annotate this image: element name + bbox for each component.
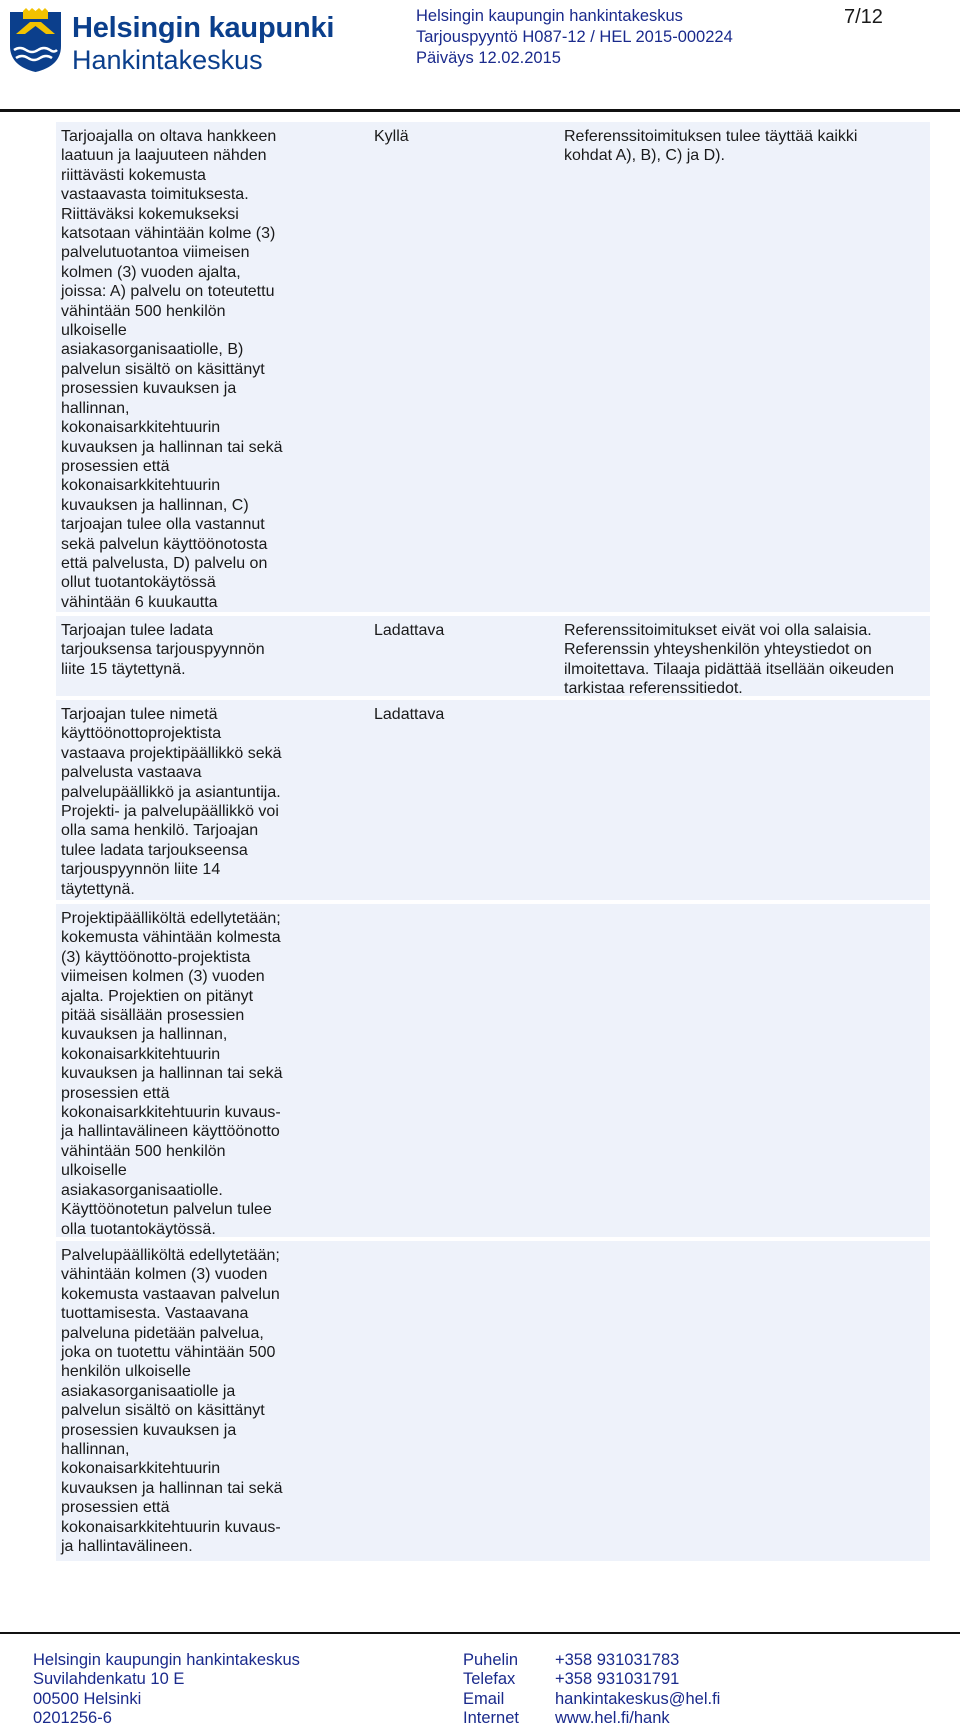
footer-business-id: 0201256-6 bbox=[33, 1708, 112, 1726]
requirement-line: tuottamisesta. Vastaavana bbox=[61, 1305, 249, 1323]
requirement-line: sekä palvelun käyttöönotosta bbox=[61, 535, 268, 553]
requirement-cell bbox=[61, 127, 361, 612]
requirement-line: palvelun sisältö on käsittänyt bbox=[61, 1402, 265, 1420]
requirement-line: kuvauksen ja hallinnan tai sekä bbox=[61, 1479, 283, 1497]
requirement-line: vastaava projektipäällikkö sekä bbox=[61, 744, 282, 762]
requirement-line: ollut tuotantokäytössä bbox=[61, 574, 216, 592]
requirement-line: kuvauksen ja hallinnan tai sekä bbox=[61, 438, 283, 456]
requirement-cell bbox=[61, 705, 361, 899]
requirement-line: palvelupäällikkö ja asiantuntija. bbox=[61, 783, 281, 801]
requirement-line: vähintään 500 henkilön bbox=[61, 302, 226, 320]
requirement-line: olla tuotantokäytössä. bbox=[61, 1220, 216, 1238]
requirement-line: liite 15 täytettynä. bbox=[61, 660, 186, 678]
response-value: Ladattava bbox=[374, 706, 445, 723]
requirement-line: vastaavasta toimituksesta. bbox=[61, 186, 249, 204]
requirement-line: asiakasorganisaatiolle ja bbox=[61, 1382, 236, 1400]
requirement-line: kokonaisarkkitehtuurin kuvaus- bbox=[61, 1518, 281, 1536]
requirement-line: prosessien että bbox=[61, 457, 170, 475]
response-cell bbox=[374, 705, 534, 724]
requirement-line: käyttöönottoprojektista bbox=[61, 725, 222, 743]
requirement-line: (3) käyttöönotto-projektista bbox=[61, 948, 251, 966]
requirement-line: Projekti- ja palvelupäällikkö voi bbox=[61, 803, 279, 821]
page-number: 7/12 bbox=[844, 6, 883, 28]
requirement-line: katsotaan vähintään kolme (3) bbox=[61, 225, 276, 243]
note-line: ilmoitettava. Tilaaja pidättää itsellään oikeuden bbox=[564, 660, 894, 678]
document-reference: Tarjouspyyntö H087-12 / HEL 2015-000224 bbox=[416, 28, 733, 46]
requirement-line: Riittäväksi kokemukseksi bbox=[61, 205, 239, 223]
table-row bbox=[56, 122, 930, 612]
requirement-line: kokemusta vastaavan palvelun bbox=[61, 1285, 280, 1303]
requirement-line: palvelutuotantoa viimeisen bbox=[61, 244, 250, 262]
requirement-line: vähintään kolmen (3) vuoden bbox=[61, 1266, 268, 1284]
phone-label: Puhelin bbox=[463, 1651, 519, 1669]
requirement-line: asiakasorganisaatiolle. bbox=[61, 1181, 223, 1199]
internet-label: Internet bbox=[463, 1708, 519, 1726]
phone-value: +358 931031783 bbox=[555, 1651, 680, 1669]
requirement-line: kuvauksen ja hallinnan tai sekä bbox=[61, 1065, 283, 1083]
requirement-line: ajalta. Projektien on pitänyt bbox=[61, 987, 254, 1005]
requirement-line: kokonaisarkkitehtuurin bbox=[61, 1045, 221, 1063]
requirement-cell bbox=[61, 1246, 361, 1557]
requirement-line: ja hallintavälineen käyttöönotto bbox=[61, 1123, 280, 1141]
requirement-line: Projektipäälliköltä edellytetään; bbox=[61, 910, 281, 927]
requirement-line: palvelun sisältö on käsittänyt bbox=[61, 360, 265, 378]
requirement-line: kuvauksen ja hallinnan, C) bbox=[61, 496, 249, 514]
response-cell bbox=[374, 621, 534, 640]
footer-contact-labels bbox=[463, 1651, 519, 1726]
requirements-table bbox=[56, 122, 930, 1565]
note-line: kohdat A), B), C) ja D). bbox=[564, 147, 725, 165]
requirement-line: Tarjoajan tulee ladata bbox=[61, 622, 214, 639]
requirement-line: kokemusta vähintään kolmesta bbox=[61, 929, 281, 947]
note-line: Referenssitoimitukset eivät voi olla salaisia. bbox=[564, 622, 872, 639]
footer-street: Suvilahdenkatu 10 E bbox=[33, 1670, 185, 1689]
requirement-line: täytettynä. bbox=[61, 880, 135, 898]
requirement-line: vähintään 500 henkilön bbox=[61, 1142, 226, 1160]
requirement-line: palvelusta vastaava bbox=[61, 764, 202, 782]
note-line: Referenssin yhteyshenkilön yhteystiedot on bbox=[564, 641, 872, 659]
header-divider bbox=[0, 109, 960, 112]
fax-label: Telefax bbox=[463, 1670, 516, 1689]
response-value: Kyllä bbox=[374, 128, 409, 145]
requirement-line: pitää sisällään prosessien bbox=[61, 1007, 245, 1025]
table-row bbox=[56, 904, 930, 1237]
document-info bbox=[416, 6, 733, 69]
requirement-cell bbox=[61, 621, 361, 679]
requirement-line: ulkoiselle bbox=[61, 322, 127, 340]
requirement-line: Tarjoajalla on oltava hankkeen bbox=[61, 128, 277, 145]
requirement-line: kolmen (3) vuoden ajalta, bbox=[61, 263, 241, 281]
requirement-line: henkilön ulkoiselle bbox=[61, 1363, 191, 1381]
footer-contact-values bbox=[555, 1651, 720, 1726]
requirement-line: hallinnan, bbox=[61, 399, 130, 417]
requirement-line: laatuun ja laajuuteen nähden bbox=[61, 147, 267, 165]
response-cell bbox=[374, 127, 534, 146]
requirement-line: hallinnan, bbox=[61, 1441, 130, 1459]
requirement-line: että palvelusta, D) palvelu on bbox=[61, 554, 268, 572]
fax-value: +358 931031791 bbox=[555, 1670, 680, 1689]
requirement-line: Käyttöönotetun palvelun tulee bbox=[61, 1201, 272, 1219]
email-label: Email bbox=[463, 1689, 505, 1708]
requirement-line: prosessien kuvauksen ja bbox=[61, 1421, 237, 1439]
requirement-line: tulee ladata tarjoukseensa bbox=[61, 841, 248, 859]
table-row bbox=[56, 700, 930, 900]
requirement-line: asiakasorganisaatiolle, B) bbox=[61, 341, 244, 359]
org-unit: Hankintakeskus bbox=[72, 45, 263, 75]
requirement-line: kokonaisarkkitehtuurin kuvaus- bbox=[61, 1104, 281, 1122]
requirement-line: vähintään 6 kuukautta bbox=[61, 593, 218, 611]
website-link[interactable]: www.hel.fi/hank bbox=[555, 1708, 670, 1726]
requirement-line: tarjoajan tulee olla vastannut bbox=[61, 516, 265, 534]
response-value: Ladattava bbox=[374, 622, 445, 639]
document-issuer: Helsingin kaupungin hankintakeskus bbox=[416, 7, 683, 25]
table-row bbox=[56, 616, 930, 696]
requirement-line: kokonaisarkkitehtuurin bbox=[61, 419, 221, 437]
requirement-line: ja hallintavälineen. bbox=[61, 1538, 193, 1556]
requirement-line: ulkoiselle bbox=[61, 1162, 127, 1180]
requirement-line: tarjouksensa tarjouspyynnön bbox=[61, 641, 265, 659]
table-row bbox=[56, 1241, 930, 1561]
footer-city: 00500 Helsinki bbox=[33, 1689, 142, 1708]
footer-address bbox=[33, 1651, 300, 1726]
page-header bbox=[0, 0, 960, 112]
requirement-line: viimeisen kolmen (3) vuoden bbox=[61, 968, 265, 986]
helsinki-crest-icon bbox=[8, 8, 63, 74]
note-cell bbox=[564, 621, 929, 699]
requirement-line: joka on tuotettu vähintään 500 bbox=[61, 1344, 276, 1362]
org-name: Helsingin kaupunki bbox=[72, 12, 335, 44]
requirement-line: kokonaisarkkitehtuurin bbox=[61, 477, 221, 495]
note-line: tarkistaa referenssitiedot. bbox=[564, 680, 743, 698]
requirement-line: kokonaisarkkitehtuurin bbox=[61, 1460, 221, 1478]
requirement-line: olla sama henkilö. Tarjoajan bbox=[61, 822, 259, 840]
requirement-cell bbox=[61, 909, 361, 1239]
footer-org-name: Helsingin kaupungin hankintakeskus bbox=[33, 1651, 300, 1669]
requirement-line: kuvauksen ja hallinnan, bbox=[61, 1026, 228, 1044]
document-date: Päiväys 12.02.2015 bbox=[416, 49, 561, 67]
note-cell bbox=[564, 127, 929, 166]
requirement-line: prosessien että bbox=[61, 1499, 170, 1517]
requirement-line: joissa: A) palvelu on toteutettu bbox=[61, 283, 275, 301]
helsinki-logo bbox=[8, 8, 335, 75]
requirement-line: Tarjoajan tulee nimetä bbox=[61, 706, 218, 723]
email-link[interactable]: hankintakeskus@hel.fi bbox=[555, 1689, 721, 1708]
note-line: Referenssitoimituksen tulee täyttää kaikki bbox=[564, 128, 858, 145]
requirement-line: prosessien että bbox=[61, 1084, 170, 1102]
requirement-line: Palvelupäälliköltä edellytetään; bbox=[61, 1247, 280, 1264]
footer-divider bbox=[0, 1632, 960, 1634]
requirement-line: tarjouspyynnön liite 14 bbox=[61, 861, 221, 879]
requirement-line: palveluna pidetään palvelua, bbox=[61, 1324, 264, 1342]
requirement-line: prosessien kuvauksen ja bbox=[61, 380, 237, 398]
requirement-line: riittävästi kokemusta bbox=[61, 166, 206, 184]
